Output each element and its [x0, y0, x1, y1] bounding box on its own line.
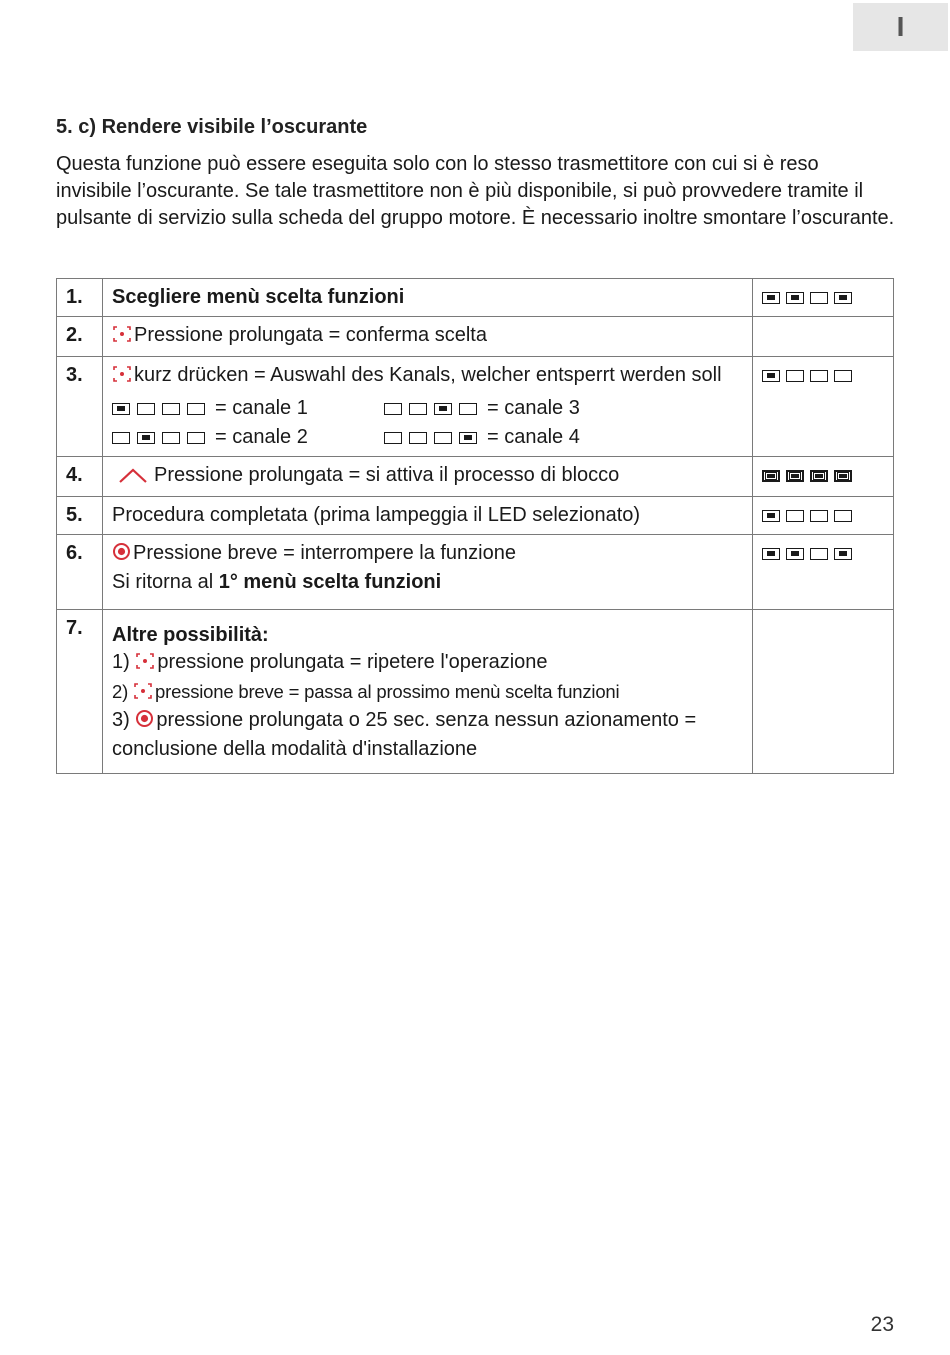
led-off-icon [434, 432, 452, 444]
page-number: 23 [870, 1313, 894, 1336]
led-off-icon [810, 510, 828, 522]
step-text: Pressione breve = interrompere la funzione Si ritorna al 1° menù scelta funzioni [103, 535, 753, 610]
led-off-icon [786, 510, 804, 522]
led-off-icon [810, 292, 828, 304]
channel-item: = canale 3 [384, 395, 644, 422]
led-indicator [753, 357, 894, 457]
led-on-icon [762, 370, 780, 382]
led-on-icon [834, 292, 852, 304]
table-row [57, 497, 894, 535]
option-item: 2) pressione breve = passa al prossimo menù scelta funzioni [112, 678, 743, 707]
table-row [57, 457, 894, 497]
led-blink-icon [834, 470, 852, 482]
led-indicator [753, 497, 894, 535]
channel-legend [112, 395, 743, 451]
channel-item: = canale 4 [384, 424, 644, 451]
led-off-icon [834, 370, 852, 382]
led-indicator [753, 610, 894, 774]
led-indicator [753, 279, 894, 317]
led-off-icon [384, 403, 402, 415]
step-text: Scegliere menù scelta funzioni [103, 279, 753, 317]
led-on-icon [762, 510, 780, 522]
led-off-icon [834, 510, 852, 522]
led-on-icon [762, 548, 780, 560]
led-off-icon [187, 432, 205, 444]
step-number: 2. [57, 317, 103, 357]
step-text: Pressione prolungata = conferma scelta [103, 317, 753, 357]
led-on-icon [762, 292, 780, 304]
table-row [57, 317, 894, 357]
step-number: 4. [57, 457, 103, 497]
led-off-icon [162, 403, 180, 415]
led-off-icon [112, 432, 130, 444]
table-row [57, 357, 894, 457]
led-on-icon [434, 403, 452, 415]
language-tab: I [853, 3, 948, 51]
led-on-icon [459, 432, 477, 444]
led-indicator [753, 317, 894, 357]
steps-table [56, 278, 894, 774]
led-off-icon [810, 370, 828, 382]
channel-item: = canale 1 [112, 395, 384, 422]
intro-paragraph: Questa funzione può essere eseguita solo con lo stesso trasmettitore con cui si è reso invisibile l’oscurante. Se tale trasmettitore non è più disponibile, si può provvedere tramite il pulsante di servizio sulla scheda del gruppo motore. È necessario inoltre smontare l’oscurante. [56, 153, 895, 229]
led-off-icon [137, 403, 155, 415]
led-off-icon [786, 370, 804, 382]
led-on-icon [112, 403, 130, 415]
step-number: 1. [57, 279, 103, 317]
table-row [57, 610, 894, 774]
led-blink-icon [810, 470, 828, 482]
led-off-icon [810, 548, 828, 560]
step-number: 3. [57, 357, 103, 457]
step-number: 7. [57, 610, 103, 774]
program-button-icon [112, 364, 132, 391]
led-off-icon [409, 432, 427, 444]
led-off-icon [187, 403, 205, 415]
led-on-icon [834, 548, 852, 560]
channel-item: = canale 2 [112, 424, 384, 451]
led-on-icon [786, 292, 804, 304]
option-item: 3) pressione prolungata o 25 sec. senza nessun azionamento = conclusione della modalità d'installazione [112, 709, 697, 760]
step-text: kurz drücken = Auswahl des Kanals, welcher entsperrt werden soll = canale 1 = canale 3 = canale 2 = canale 4 [103, 357, 753, 457]
led-blink-icon [762, 470, 780, 482]
led-on-icon [786, 548, 804, 560]
table-row [57, 279, 894, 317]
led-off-icon [409, 403, 427, 415]
program-button-icon [135, 651, 155, 678]
stop-button-icon [135, 709, 154, 736]
step-text [103, 610, 753, 774]
led-indicator [753, 535, 894, 610]
led-off-icon [459, 403, 477, 415]
section-heading: 5. c) Rendere visibile l’oscurante [56, 116, 368, 138]
led-off-icon [384, 432, 402, 444]
table-row [57, 535, 894, 610]
led-on-icon [137, 432, 155, 444]
led-off-icon [162, 432, 180, 444]
led-blink-icon [786, 470, 804, 482]
options-title: Altre possibilità: [112, 624, 269, 646]
step-text: Pressione prolungata = si attiva il processo di blocco [103, 457, 753, 497]
up-arrow-icon [118, 464, 148, 491]
program-button-icon [112, 324, 132, 351]
step-number: 5. [57, 497, 103, 535]
program-button-icon [133, 680, 153, 707]
step-text: Procedura completata (prima lampeggia il LED selezionato) [103, 497, 753, 535]
option-item: 1) pressione prolungata = ripetere l'operazione [112, 649, 743, 678]
step-number: 6. [57, 535, 103, 610]
stop-button-icon [112, 542, 131, 569]
led-indicator [753, 457, 894, 497]
